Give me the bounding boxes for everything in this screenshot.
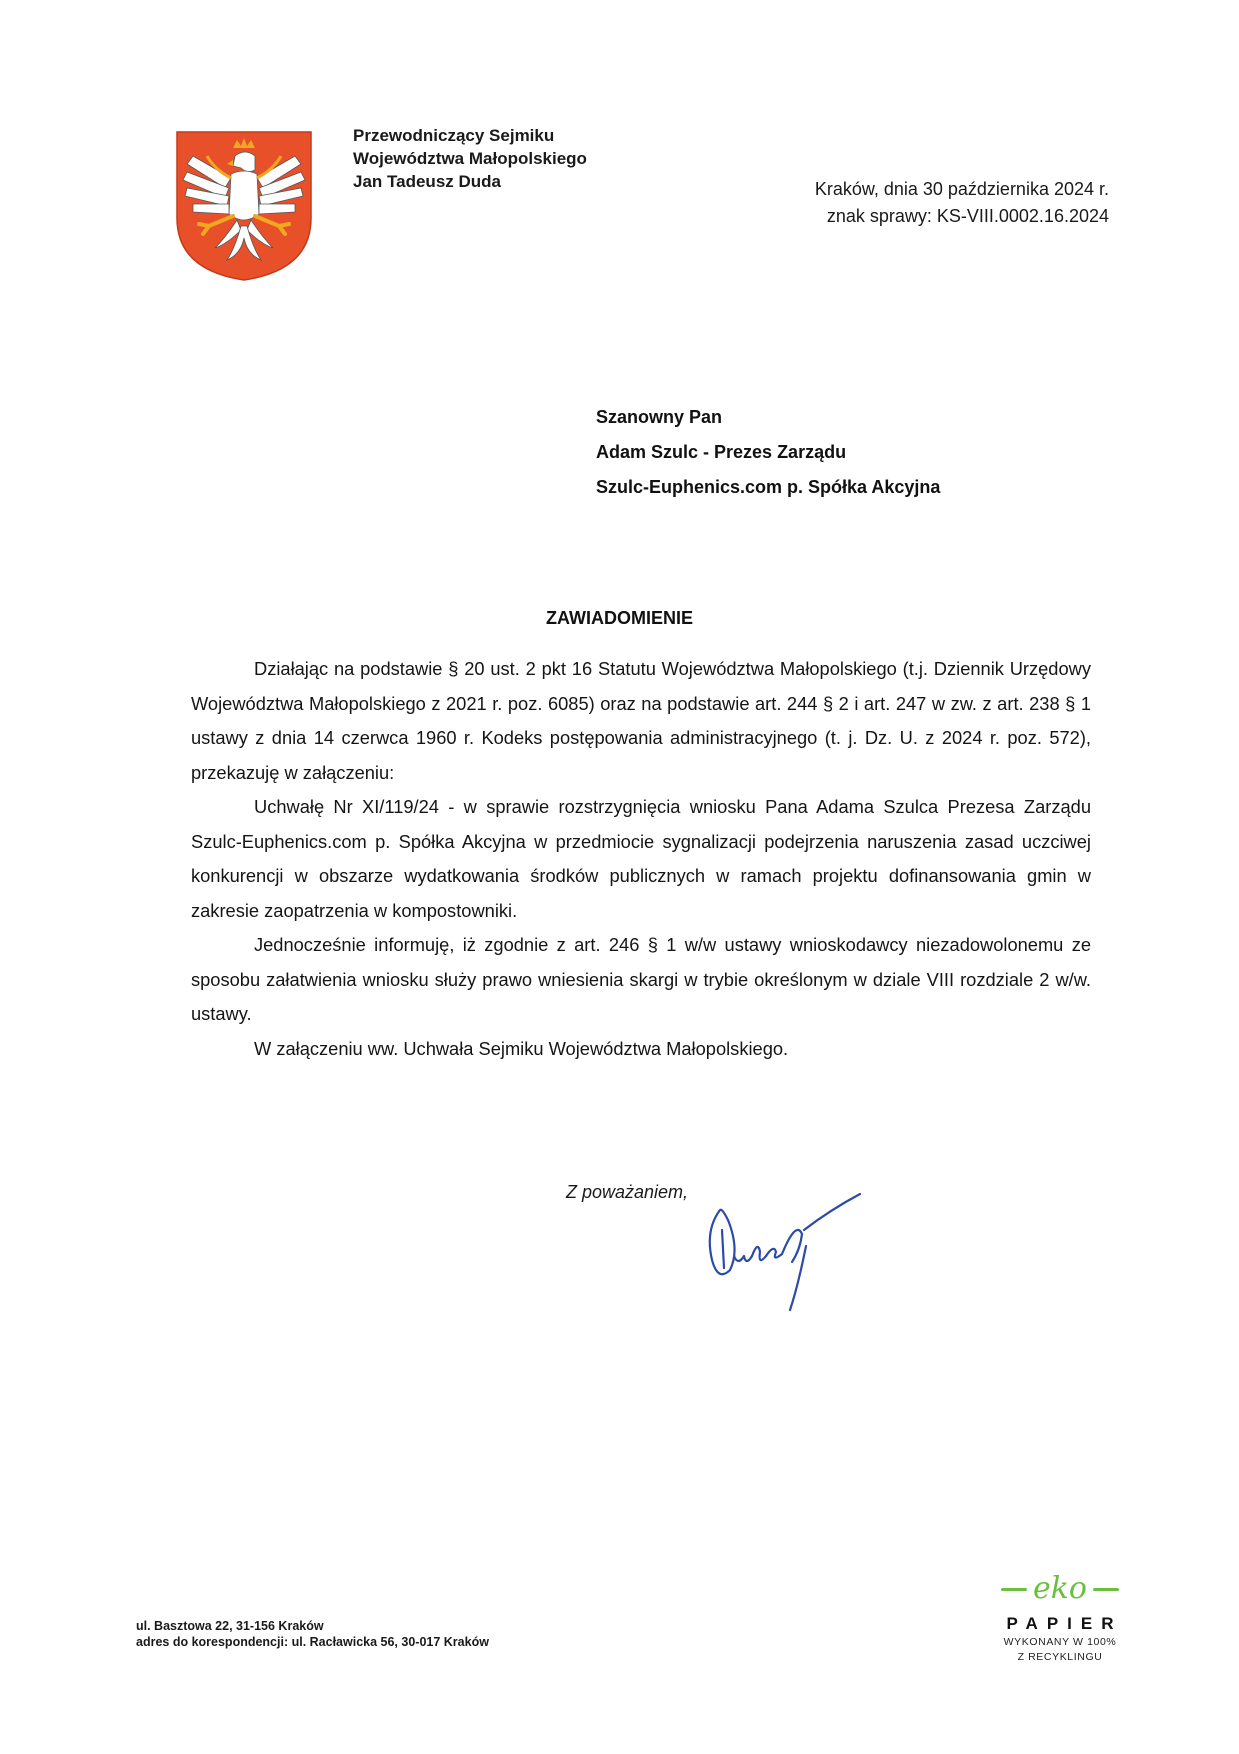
closing-phrase: Z poważaniem, (566, 1182, 689, 1202)
issuer-line-name: Jan Tadeusz Duda (353, 172, 501, 191)
date-block (815, 176, 1109, 230)
eco-paper-badge (985, 1572, 1135, 1664)
footer-address-line-main: ul. Basztowa 22, 31-156 Kraków (136, 1619, 324, 1633)
body-paragraph-resolution: Uchwałę Nr XI/119/24 - w sprawie rozstrzygnięcia wniosku Pana Adama Szulca Prezesa Zarządu Szulc-Euphenics.com p. Spółka Akcyjna w przedmiocie sygnalizacji podejrzenia naruszenia zasad uczciwej konkurencji w obszarze wydatkowania środków publicznych w ramach projektu dofinansowania gmin w zakresie zaopatrzenia w kompostowniki. (191, 796, 1091, 921)
issuer-line-region: Województwa Małopolskiego (353, 149, 587, 168)
body-paragraph-complaint-right: Jednocześnie informuję, iż zgodnie z art. 246 § 1 w/w ustawy wnioskodawcy niezadowolonemu ze sposobu załatwienia wniosku służy prawo wniesienia skargi w trybie określonym w dziale VIII rozdziale 2 w/w. ustawy. (191, 934, 1091, 1024)
eko-badge-subtitle-2: Z RECYKLINGU (1017, 1651, 1103, 1663)
malopolska-coat-of-arms-icon (175, 130, 313, 282)
eko-dash-left (1001, 1588, 1027, 1591)
document-body (191, 652, 1091, 1066)
body-paragraph-attachment: W załączeniu ww. Uchwała Sejmiku Województwa Małopolskiego. (254, 1037, 789, 1059)
body-paragraph-legal-basis: Działając na podstawie § 20 ust. 2 pkt 16 Statutu Województwa Małopolskiego (t.j. Dziennik Urzędowy Województwa Małopolskiego z 2021 r. poz. 6085) oraz na podstawie art. 244 § 2 i art. 247 w zw. z art. 238 § 1 ustawy z dnia 14 czerwca 1960 r. Kodeks postępowania administracyjnego (t. j. Dz. U. z 2024 r. poz. 572), przekazuję w załączeniu: (191, 658, 1091, 783)
eko-dash-right (1093, 1588, 1119, 1591)
footer-address (136, 1618, 489, 1650)
handwritten-signature-icon (700, 1190, 890, 1320)
eko-badge-title: PAPIER (1006, 1614, 1123, 1633)
case-number: znak sprawy: KS-VIII.0002.16.2024 (826, 206, 1109, 226)
recipient-name: Adam Szulc - Prezes Zarządu (596, 442, 847, 462)
recipient-company: Szulc-Euphenics.com p. Spółka Akcyjna (596, 477, 941, 497)
issuer-line-title: Przewodniczący Sejmiku (353, 126, 555, 145)
eko-badge-subtitle-1: WYKONANY W 100% (1003, 1636, 1117, 1648)
place-date: Kraków, dnia 30 października 2024 r. (814, 179, 1109, 199)
eko-logo-text: eko (1033, 1571, 1087, 1606)
eko-logo-icon (985, 1572, 1135, 1606)
recipient-block (596, 400, 940, 505)
footer-address-line-correspondence: adres do korespondencji: ul. Racławicka 56, 30-017 Kraków (136, 1635, 489, 1649)
recipient-salutation: Szanowny Pan (596, 407, 723, 427)
issuer-block (353, 124, 587, 193)
document-title: ZAWIADOMIENIE (546, 608, 693, 628)
